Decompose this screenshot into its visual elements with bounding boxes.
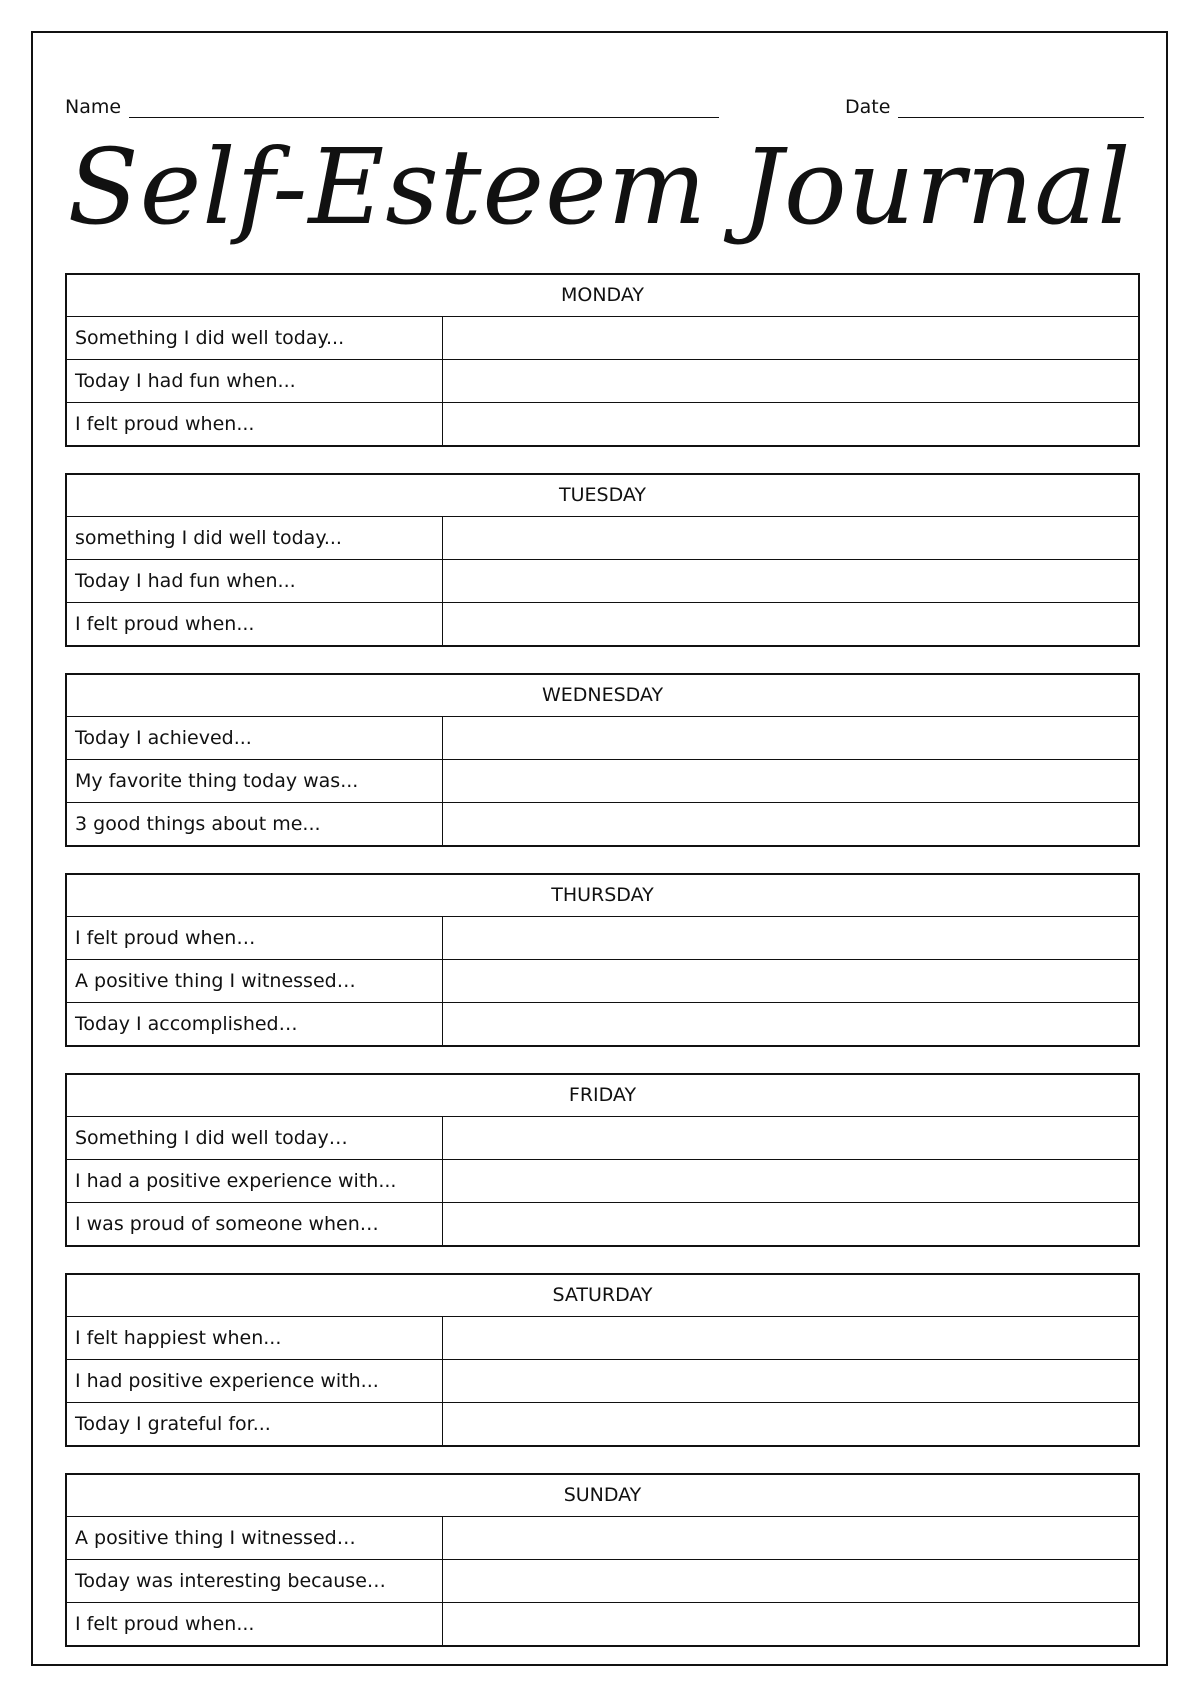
prompt-row xyxy=(67,360,1138,403)
answer-cell[interactable] xyxy=(443,1160,1138,1202)
day-header: WEDNESDAY xyxy=(67,675,1138,717)
prompt-row xyxy=(67,1117,1138,1160)
prompt-row xyxy=(67,1403,1138,1445)
prompt-row xyxy=(67,917,1138,960)
answer-cell[interactable] xyxy=(443,1560,1138,1602)
prompt-label: I had positive experience with... xyxy=(67,1360,443,1402)
day-header: TUESDAY xyxy=(67,475,1138,517)
prompt-label: A positive thing I witnessed… xyxy=(67,960,443,1002)
answer-cell[interactable] xyxy=(443,1117,1138,1159)
answer-cell[interactable] xyxy=(443,760,1138,802)
prompt-label: I had a positive experience with... xyxy=(67,1160,443,1202)
answer-cell[interactable] xyxy=(443,1603,1138,1645)
prompt-label: Today I achieved... xyxy=(67,717,443,759)
answer-cell[interactable] xyxy=(443,603,1138,645)
day-header: SATURDAY xyxy=(67,1275,1138,1317)
date-input-line[interactable] xyxy=(898,95,1144,118)
name-field xyxy=(65,95,719,118)
prompt-row xyxy=(67,517,1138,560)
prompt-label: I felt proud when... xyxy=(67,403,443,445)
answer-cell[interactable] xyxy=(443,1317,1138,1359)
prompt-row xyxy=(67,560,1138,603)
prompt-label: I was proud of someone when… xyxy=(67,1203,443,1245)
prompt-label: A positive thing I witnessed… xyxy=(67,1517,443,1559)
prompt-label: Something I did well today... xyxy=(67,317,443,359)
prompt-row xyxy=(67,1517,1138,1560)
prompt-label: Something I did well today… xyxy=(67,1117,443,1159)
prompt-row xyxy=(67,1603,1138,1645)
prompt-label: something I did well today... xyxy=(67,517,443,559)
prompt-row xyxy=(67,960,1138,1003)
prompt-row xyxy=(67,803,1138,845)
answer-cell[interactable] xyxy=(443,1003,1138,1045)
prompt-row xyxy=(67,1560,1138,1603)
day-section xyxy=(65,673,1140,847)
prompt-row xyxy=(67,1203,1138,1245)
prompt-row xyxy=(67,1160,1138,1203)
answer-cell[interactable] xyxy=(443,560,1138,602)
prompt-label: I felt proud when... xyxy=(67,603,443,645)
day-section xyxy=(65,1473,1140,1647)
answer-cell[interactable] xyxy=(443,960,1138,1002)
days-list xyxy=(65,273,1140,1673)
prompt-row xyxy=(67,1317,1138,1360)
day-header: SUNDAY xyxy=(67,1475,1138,1517)
answer-cell[interactable] xyxy=(443,803,1138,845)
page-title: Self-Esteem Journal xyxy=(67,126,1132,248)
day-section xyxy=(65,873,1140,1047)
journal-page xyxy=(31,31,1168,1666)
answer-cell[interactable] xyxy=(443,1517,1138,1559)
prompt-label: My favorite thing today was... xyxy=(67,760,443,802)
prompt-row xyxy=(67,603,1138,645)
prompt-label: Today I accomplished… xyxy=(67,1003,443,1045)
day-header: THURSDAY xyxy=(67,875,1138,917)
name-label: Name xyxy=(65,96,122,118)
prompt-label: I felt proud when... xyxy=(67,1603,443,1645)
date-label: Date xyxy=(845,96,891,118)
prompt-row xyxy=(67,317,1138,360)
prompt-label: I felt happiest when... xyxy=(67,1317,443,1359)
answer-cell[interactable] xyxy=(443,1403,1138,1445)
day-header: FRIDAY xyxy=(67,1075,1138,1117)
day-section xyxy=(65,1073,1140,1247)
prompt-row xyxy=(67,1003,1138,1045)
prompt-label: 3 good things about me... xyxy=(67,803,443,845)
prompt-label: Today I had fun when... xyxy=(67,560,443,602)
answer-cell[interactable] xyxy=(443,360,1138,402)
day-section xyxy=(65,273,1140,447)
answer-cell[interactable] xyxy=(443,917,1138,959)
answer-cell[interactable] xyxy=(443,717,1138,759)
day-section xyxy=(65,473,1140,647)
prompt-row xyxy=(67,760,1138,803)
answer-cell[interactable] xyxy=(443,1360,1138,1402)
prompt-row xyxy=(67,1360,1138,1403)
prompt-label: Today I grateful for... xyxy=(67,1403,443,1445)
prompt-label: I felt proud when… xyxy=(67,917,443,959)
prompt-row xyxy=(67,717,1138,760)
date-field xyxy=(845,95,1144,118)
prompt-label: Today I had fun when... xyxy=(67,360,443,402)
day-header: MONDAY xyxy=(67,275,1138,317)
answer-cell[interactable] xyxy=(443,517,1138,559)
answer-cell[interactable] xyxy=(443,1203,1138,1245)
answer-cell[interactable] xyxy=(443,403,1138,445)
name-input-line[interactable] xyxy=(129,95,719,118)
prompt-label: Today was interesting because… xyxy=(67,1560,443,1602)
answer-cell[interactable] xyxy=(443,317,1138,359)
prompt-row xyxy=(67,403,1138,445)
day-section xyxy=(65,1273,1140,1447)
